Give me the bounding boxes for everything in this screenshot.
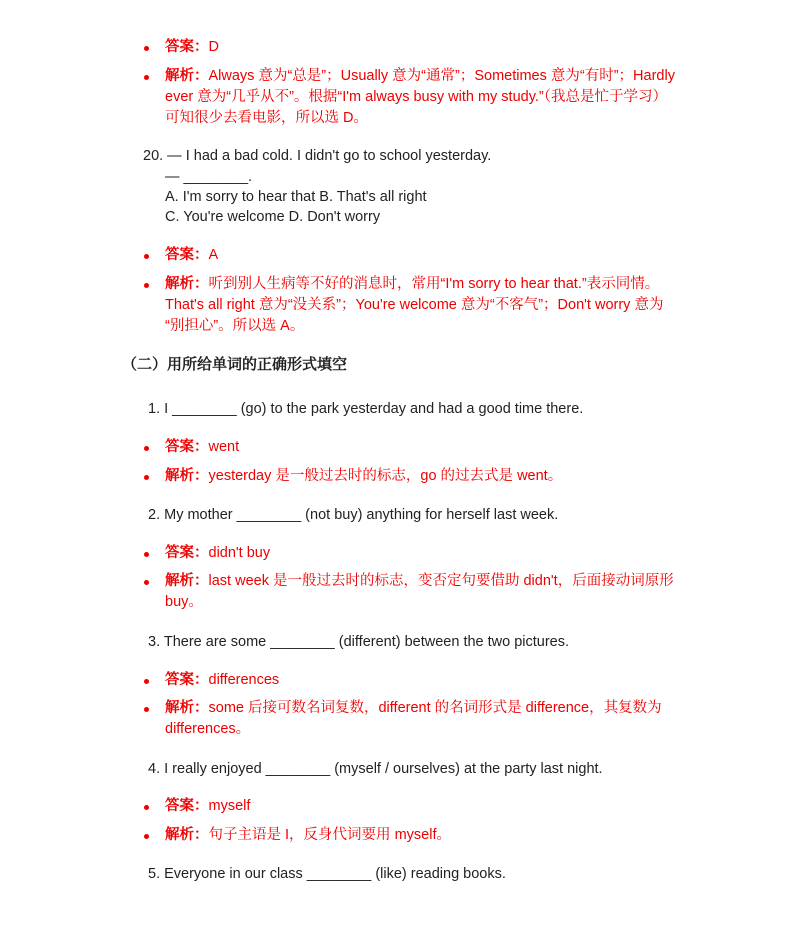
- question-text: 5. Everyone in our class ________ (like) reading books.: [148, 866, 506, 882]
- analysis-line: [165, 825, 451, 846]
- question-text: 2. My mother ________ (not buy) anything for herself last week.: [148, 507, 559, 523]
- answer-line: [165, 670, 279, 691]
- analysis-line: ever 意为“几乎从不”。根据“I'm always busy with my study.”（我总是忙于学习）: [165, 89, 667, 105]
- bullet: [144, 283, 149, 288]
- analysis-line: [165, 466, 562, 487]
- answer-label: 答案：: [165, 798, 209, 814]
- analysis-line: [165, 274, 659, 295]
- analysis-line: “别担心”。所以选 A。: [165, 318, 305, 334]
- analysis-text: 句子主语是 I，反身代词要用 myself。: [208, 827, 451, 843]
- bullet: [144, 580, 149, 585]
- bullet: [144, 679, 149, 684]
- analysis-text: yesterday 是一般过去时的标志，go 的过去式是 went。: [208, 468, 563, 484]
- question-blank: — ________.: [165, 169, 253, 185]
- question-options: A. I'm sorry to hear that B. That's all right: [165, 189, 427, 205]
- answer-line: [165, 543, 270, 564]
- answer-label: 答案：: [165, 672, 209, 688]
- answer-label: 答案：: [165, 545, 209, 561]
- analysis-line: buy。: [165, 594, 203, 610]
- bullet: [144, 446, 149, 451]
- analysis-label: 解析：: [165, 573, 209, 589]
- analysis-line: [165, 698, 662, 719]
- answer-value: differences: [208, 672, 280, 688]
- answer-value: myself: [208, 798, 251, 814]
- analysis-line: differences。: [165, 721, 251, 737]
- question-text: 4. I really enjoyed ________ (myself / ourselves) at the party last night.: [148, 761, 603, 777]
- answer-line: [165, 245, 218, 266]
- analysis-label: 解析：: [165, 68, 209, 84]
- answer-label: 答案：: [165, 39, 209, 55]
- answer-label: 答案：: [165, 439, 209, 455]
- analysis-text: Always 意为“总是”；Usually 意为“通常”；Sometimes 意为“有时”；Hardly: [208, 68, 675, 84]
- answer-label: 答案：: [165, 247, 209, 263]
- bullet: [144, 46, 149, 51]
- analysis-text: 听到别人生病等不好的消息时，常用“I'm sorry to hear that.”表示同情。: [208, 276, 660, 292]
- bullet: [144, 75, 149, 80]
- analysis-text: last week 是一般过去时的标志，变否定句要借助 didn't，后面接动词原形: [208, 573, 674, 589]
- analysis-label: 解析：: [165, 468, 209, 484]
- bullet: [144, 707, 149, 712]
- answer-value: A: [208, 247, 219, 263]
- bullet: [144, 834, 149, 839]
- section-title: （二）用所给单词的正确形式填空: [122, 356, 348, 373]
- analysis-line: [165, 66, 675, 87]
- answer-line: [165, 796, 250, 817]
- bullet: [144, 254, 149, 259]
- analysis-line: That's all right 意为“没关系”；You're welcome 意为“不客气”；Don't worry 意为: [165, 297, 664, 313]
- bullet: [144, 475, 149, 480]
- answer-line: [165, 37, 219, 58]
- answer-value: went: [208, 439, 240, 455]
- question-text: 20. — I had a bad cold. I didn't go to school yesterday.: [143, 148, 492, 164]
- answer-value: didn't buy: [208, 545, 271, 561]
- analysis-label: 解析：: [165, 827, 209, 843]
- question-text: 3. There are some ________ (different) between the two pictures.: [148, 634, 570, 650]
- analysis-line: [165, 571, 674, 592]
- answer-line: [165, 437, 239, 458]
- answer-value: D: [208, 39, 219, 55]
- question-text: 1. I ________ (go) to the park yesterday and had a good time there.: [148, 401, 584, 417]
- question-options: C. You're welcome D. Don't worry: [165, 209, 381, 225]
- analysis-label: 解析：: [165, 700, 209, 716]
- analysis-line: 可知很少去看电影，所以选 D。: [165, 110, 368, 126]
- bullet: [144, 805, 149, 810]
- analysis-label: 解析：: [165, 276, 209, 292]
- bullet: [144, 552, 149, 557]
- analysis-text: some 后接可数名词复数，different 的名词形式是 difference，其复数为: [208, 700, 662, 716]
